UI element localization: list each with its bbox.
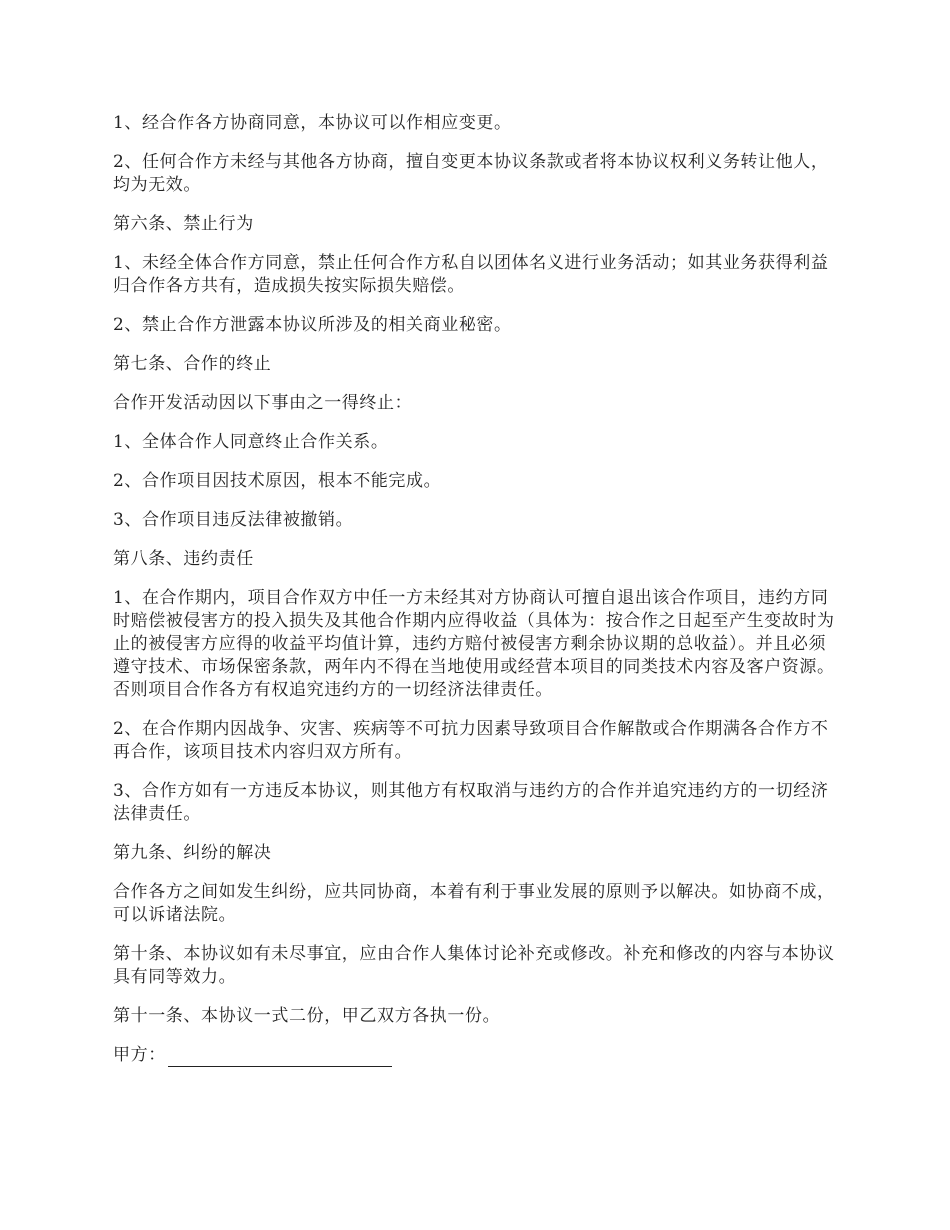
breach-item-3: 3、合作方如有一方违反本协议，则其他方有权取消与违约方的合作并追究违约方的一切经济法律责任。 bbox=[113, 781, 829, 824]
article-6-heading: 第六条、禁止行为 bbox=[113, 214, 254, 234]
article-10-supplement: 第十条、本协议如有未尽事宜，应由合作人集体讨论补充或修改。补充和修改的内容与本协议具有同等效力。 bbox=[113, 944, 835, 987]
termination-item-3: 3、合作项目违反法律被撤销。 bbox=[113, 510, 354, 530]
termination-intro: 合作开发活动因以下事由之一得终止： bbox=[113, 393, 413, 413]
termination-item-2: 2、合作项目因技术原因，根本不能完成。 bbox=[113, 471, 442, 491]
dispute-resolution: 合作各方之间如发生纠纷，应共同协商，本着有利于事业发展的原则予以解决。如协商不成，可以诉诸法院。 bbox=[113, 882, 835, 925]
breach-item-1: 1、在合作期内，项目合作双方中任一方未经其对方协商认可擅自退出该合作项目，违约方同时赔偿被侵害方的投入损失及其他合作期内应得收益（具体为：按合作之日起至产生变故时为止的被侵害方应得的收益平均值计算，违约方赔付被侵害方剩余协议期的总收益）。并且必须遵守技术、市场保密条款，两年内不得在当地使用或经营本项目的同类技术内容及客户资源。否则项目合作各方有权追究违约方的一切经济法律责任。 bbox=[113, 588, 835, 700]
party-a-signature-row bbox=[113, 1044, 840, 1067]
breach-item-2: 2、在合作期内因战争、灾害、疾病等不可抗力因素导致项目合作解散或合作期满各合作方不再合作，该项目技术内容归双方所有。 bbox=[113, 719, 829, 762]
article-7-heading: 第七条、合作的终止 bbox=[113, 354, 272, 374]
party-a-label: 甲方： bbox=[113, 1045, 166, 1065]
clause-trade-secrets: 2、禁止合作方泄露本协议所涉及的相关商业秘密。 bbox=[113, 315, 512, 335]
party-a-signature-line bbox=[168, 1048, 392, 1067]
termination-item-1: 1、全体合作人同意终止合作关系。 bbox=[113, 432, 389, 452]
article-8-heading: 第八条、违约责任 bbox=[113, 549, 254, 569]
article-9-heading: 第九条、纠纷的解决 bbox=[113, 843, 272, 863]
clause-prohibited-activities: 1、未经全体合作方同意，禁止任何合作方私自以团体名义进行业务活动；如其业务获得利益归合作各方共有，造成损失按实际损失赔偿。 bbox=[113, 253, 829, 296]
article-11-copies: 第十一条、本协议一式二份，甲乙双方各执一份。 bbox=[113, 1006, 501, 1026]
clause-unauthorized-change: 2、任何合作方未经与其他各方协商，擅自变更本协议条款或者将本协议权利义务转让他人，均为无效。 bbox=[113, 152, 829, 195]
clause-amendment-consent: 1、经合作各方协商同意，本协议可以作相应变更。 bbox=[113, 113, 512, 133]
